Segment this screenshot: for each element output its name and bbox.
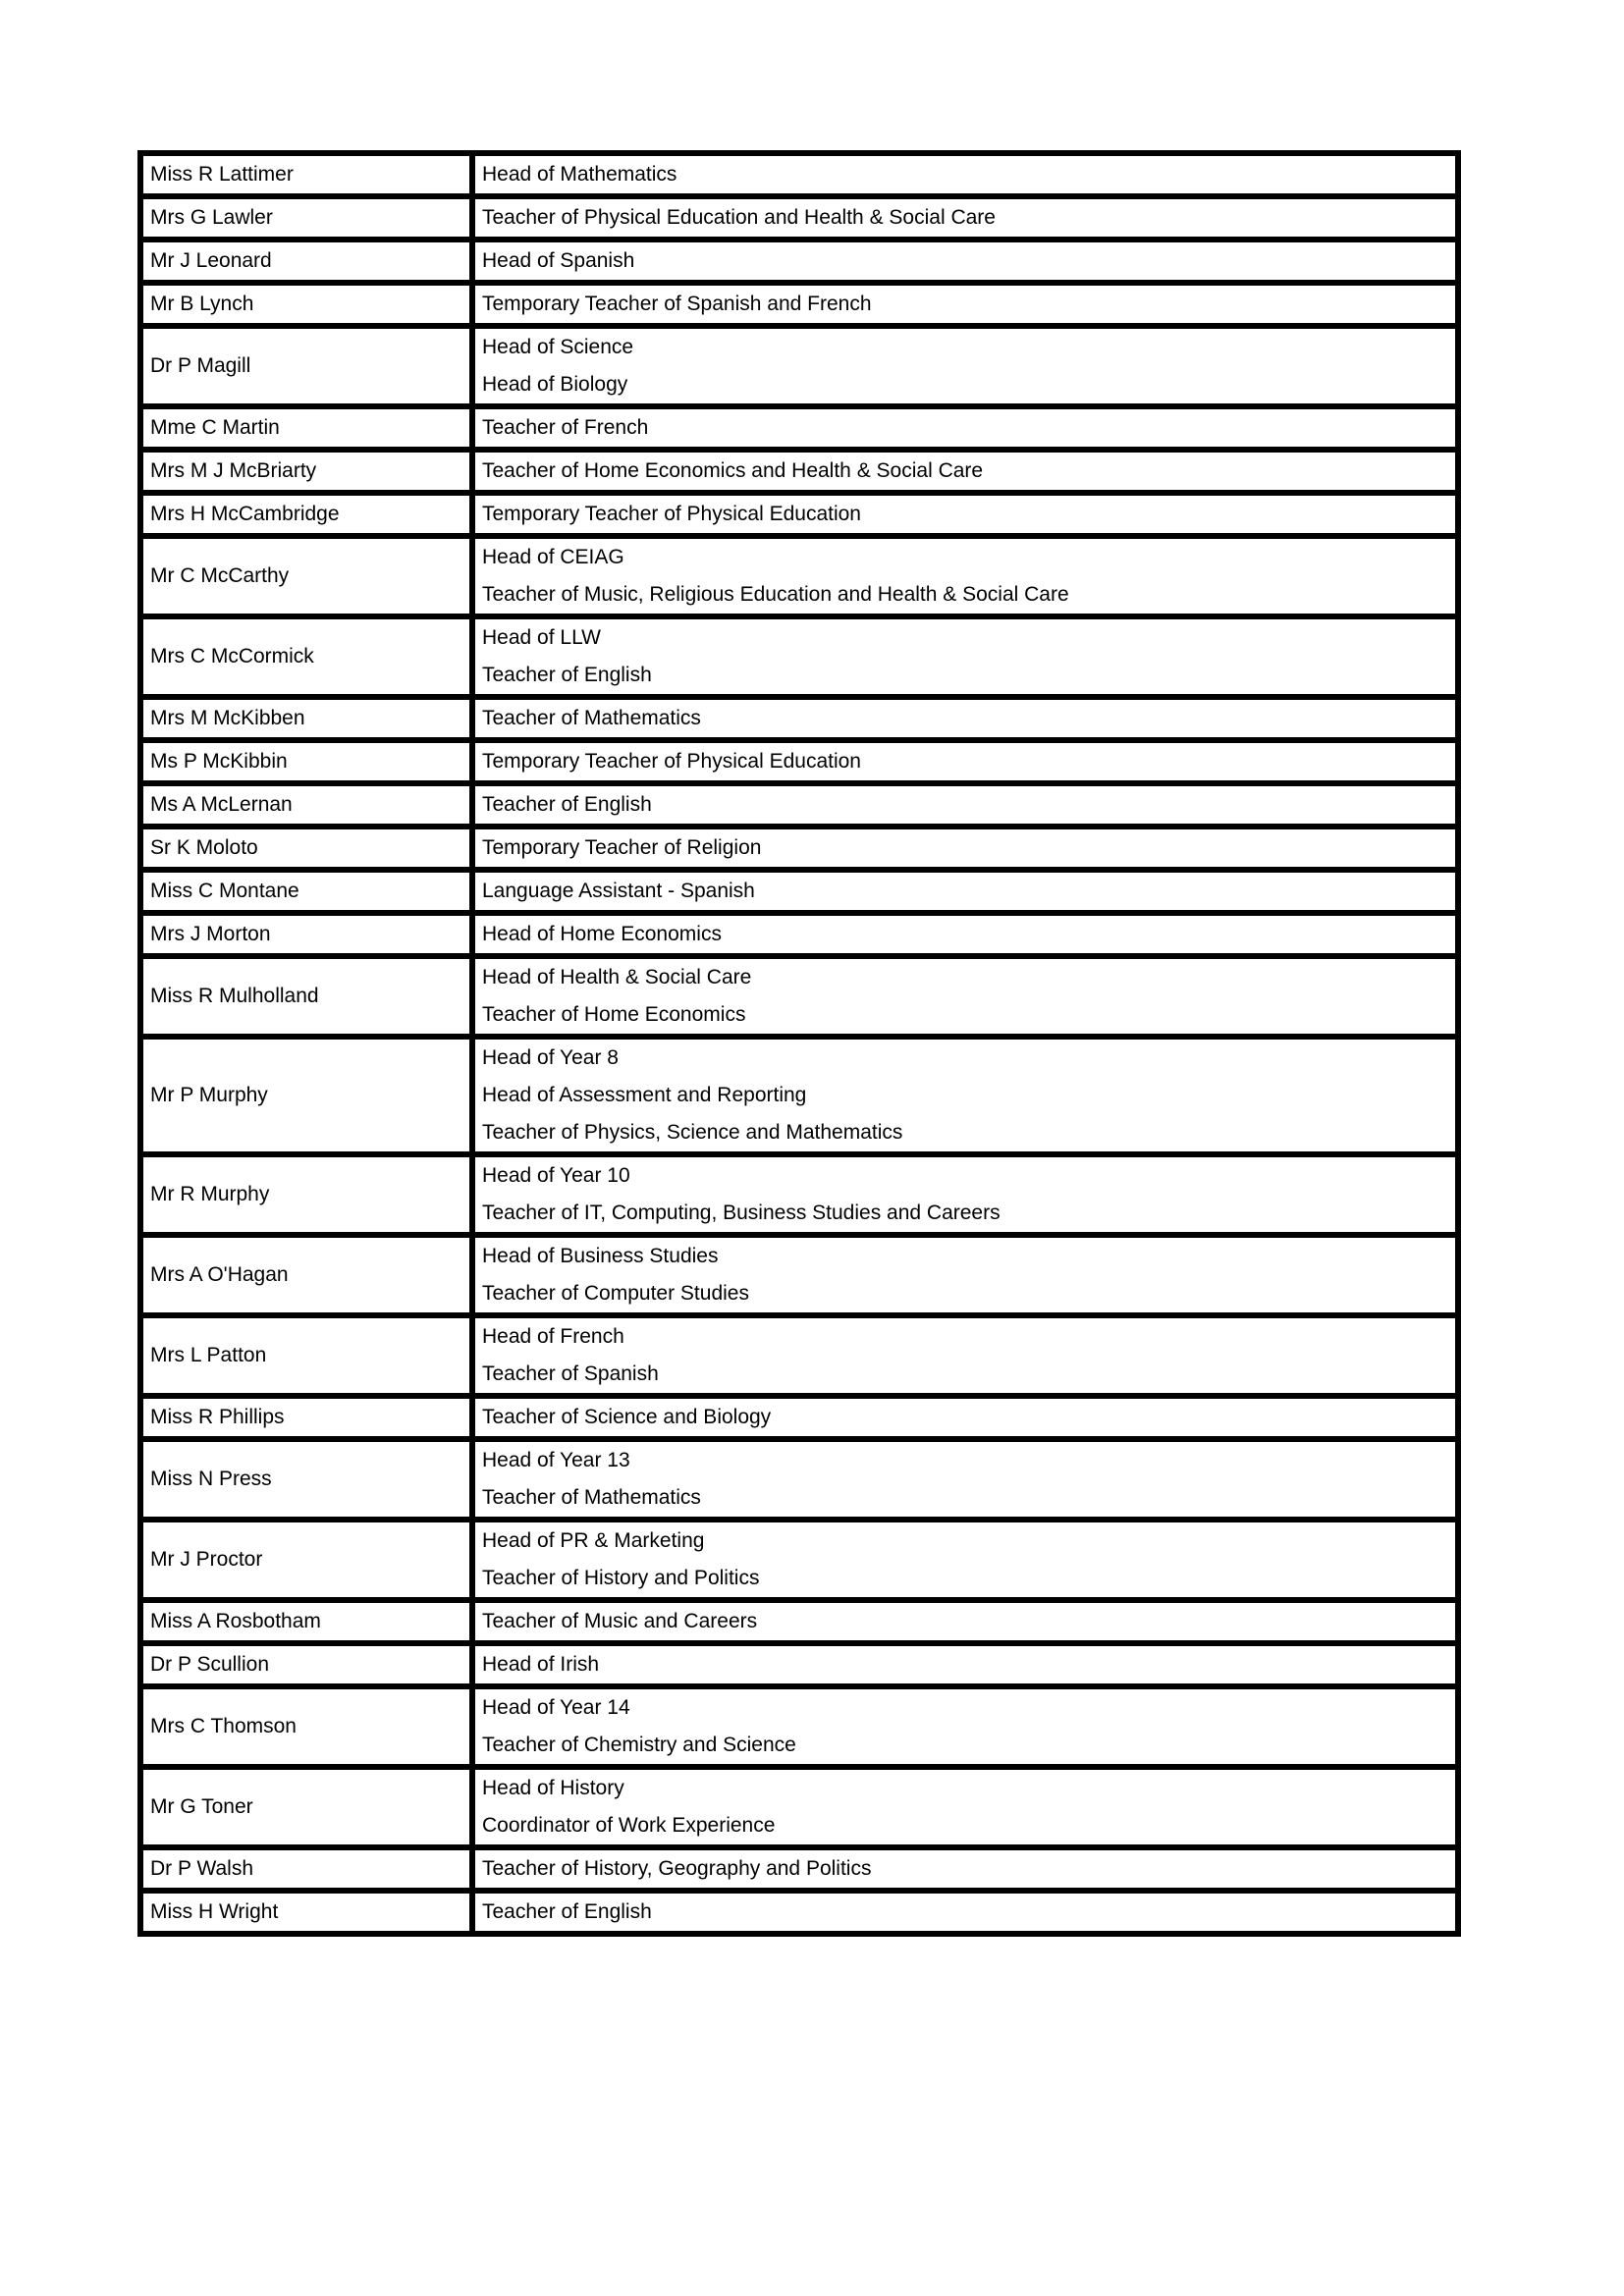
staff-name: Dr P Walsh	[150, 1857, 254, 1880]
role-line: Head of Health & Social Care	[482, 966, 752, 988]
role-line: Teacher of IT, Computing, Business Studies and Careers	[482, 1201, 1001, 1224]
role-line: Teacher of English	[482, 1900, 652, 1923]
table-row	[140, 827, 1458, 870]
staff-name-cell	[140, 1686, 472, 1767]
role-line: Temporary Teacher of Physical Education	[482, 750, 861, 773]
staff-name-cell	[140, 697, 472, 740]
staff-name-cell	[140, 196, 472, 240]
staff-name: Mrs C McCormick	[150, 645, 314, 667]
staff-name-cell	[140, 153, 472, 196]
staff-roles-cell	[472, 616, 1458, 697]
role-line: Head of Year 8	[482, 1046, 619, 1069]
table-row	[140, 913, 1458, 956]
staff-roles-cell	[472, 450, 1458, 493]
staff-name: Mrs H McCambridge	[150, 503, 340, 525]
staff-roles-cell	[472, 870, 1458, 913]
table-row	[140, 783, 1458, 827]
role-line: Teacher of History and Politics	[482, 1567, 760, 1589]
staff-name: Mr G Toner	[150, 1795, 253, 1818]
staff-name-cell	[140, 1396, 472, 1439]
staff-roles-cell	[472, 1520, 1458, 1600]
table-row	[140, 956, 1458, 1037]
staff-name-cell	[140, 1315, 472, 1396]
staff-roles-cell	[472, 493, 1458, 536]
role-line: Teacher of Music, Religious Education and Health & Social Care	[482, 583, 1069, 606]
role-line: Head of PR & Marketing	[482, 1529, 705, 1552]
staff-name-cell	[140, 450, 472, 493]
staff-name-cell	[140, 240, 472, 283]
role-line: Teacher of Spanish	[482, 1362, 659, 1385]
role-line: Head of LLW	[482, 626, 602, 649]
staff-name-cell	[140, 1154, 472, 1235]
staff-roles-cell	[472, 956, 1458, 1037]
staff-name: Mrs M J McBriarty	[150, 459, 317, 482]
role-line: Temporary Teacher of Physical Education	[482, 503, 861, 525]
role-line: Head of Year 13	[482, 1449, 630, 1471]
table-row	[140, 1154, 1458, 1235]
role-line: Head of Business Studies	[482, 1245, 719, 1267]
role-line: Head of CEIAG	[482, 546, 624, 568]
role-line: Teacher of Physics, Science and Mathematics	[482, 1121, 903, 1144]
staff-name: Mrs G Lawler	[150, 206, 273, 229]
table-row	[140, 493, 1458, 536]
staff-name: Dr P Scullion	[150, 1653, 269, 1676]
staff-name: Ms P McKibbin	[150, 750, 288, 773]
staff-roles-cell	[472, 1315, 1458, 1396]
staff-name: Mr J Proctor	[150, 1548, 263, 1571]
role-line: Coordinator of Work Experience	[482, 1814, 776, 1837]
staff-name-cell	[140, 493, 472, 536]
staff-name-cell	[140, 1235, 472, 1315]
role-line: Head of Irish	[482, 1653, 600, 1676]
staff-name-cell	[140, 956, 472, 1037]
staff-table	[137, 150, 1461, 1937]
staff-name-cell	[140, 536, 472, 616]
staff-name-cell	[140, 616, 472, 697]
table-row	[140, 153, 1458, 196]
staff-roles-cell	[472, 1891, 1458, 1934]
staff-name-cell	[140, 1600, 472, 1643]
staff-table-body	[140, 153, 1458, 1934]
staff-roles-cell	[472, 406, 1458, 450]
staff-name: Ms A McLernan	[150, 793, 293, 816]
staff-name-cell	[140, 1847, 472, 1891]
role-line: Head of Year 10	[482, 1164, 630, 1187]
staff-roles-cell	[472, 1600, 1458, 1643]
role-line: Teacher of Home Economics and Health & Social Care	[482, 459, 984, 482]
staff-roles-cell	[472, 1235, 1458, 1315]
staff-roles-cell	[472, 283, 1458, 326]
table-row	[140, 1847, 1458, 1891]
staff-roles-cell	[472, 1767, 1458, 1847]
role-line: Head of Home Economics	[482, 923, 722, 945]
table-row	[140, 450, 1458, 493]
staff-name: Miss A Rosbotham	[150, 1610, 321, 1632]
role-line: Language Assistant - Spanish	[482, 880, 755, 902]
role-line: Teacher of French	[482, 416, 649, 439]
role-line: Head of History	[482, 1777, 624, 1799]
staff-name-cell	[140, 870, 472, 913]
staff-name-cell	[140, 1439, 472, 1520]
staff-name: Miss H Wright	[150, 1900, 279, 1923]
table-row	[140, 196, 1458, 240]
staff-name: Mrs L Patton	[150, 1344, 267, 1366]
table-row	[140, 283, 1458, 326]
staff-roles-cell	[472, 1686, 1458, 1767]
role-line: Teacher of Mathematics	[482, 1486, 701, 1509]
table-row	[140, 616, 1458, 697]
staff-roles-cell	[472, 740, 1458, 783]
staff-roles-cell	[472, 913, 1458, 956]
staff-name-cell	[140, 406, 472, 450]
staff-name: Sr K Moloto	[150, 836, 258, 859]
staff-roles-cell	[472, 1154, 1458, 1235]
staff-name-cell	[140, 783, 472, 827]
staff-roles-cell	[472, 536, 1458, 616]
role-line: Teacher of English	[482, 664, 652, 686]
table-row	[140, 1520, 1458, 1600]
staff-roles-cell	[472, 326, 1458, 406]
staff-name: Mr B Lynch	[150, 293, 254, 315]
staff-roles-cell	[472, 697, 1458, 740]
role-line: Head of Spanish	[482, 249, 635, 272]
role-line: Teacher of English	[482, 793, 652, 816]
staff-roles-cell	[472, 783, 1458, 827]
role-line: Teacher of Computer Studies	[482, 1282, 749, 1305]
role-line: Head of Biology	[482, 373, 628, 396]
staff-name: Miss N Press	[150, 1468, 272, 1490]
staff-roles-cell	[472, 1037, 1458, 1154]
role-line: Head of Science	[482, 336, 634, 358]
role-line: Temporary Teacher of Religion	[482, 836, 762, 859]
table-row	[140, 740, 1458, 783]
table-row	[140, 1600, 1458, 1643]
staff-roles-cell	[472, 196, 1458, 240]
staff-name: Miss R Mulholland	[150, 985, 319, 1007]
staff-name: Mrs J Morton	[150, 923, 271, 945]
staff-roles-cell	[472, 1643, 1458, 1686]
table-row	[140, 1643, 1458, 1686]
staff-name-cell	[140, 913, 472, 956]
role-line: Temporary Teacher of Spanish and French	[482, 293, 872, 315]
role-line: Teacher of Home Economics	[482, 1003, 746, 1026]
table-row	[140, 240, 1458, 283]
staff-name-cell	[140, 740, 472, 783]
role-line: Head of Mathematics	[482, 163, 677, 186]
staff-name: Mr C McCarthy	[150, 564, 290, 587]
role-line: Head of Assessment and Reporting	[482, 1084, 807, 1106]
staff-name: Mme C Martin	[150, 416, 280, 439]
table-row	[140, 536, 1458, 616]
staff-name: Mrs A O'Hagan	[150, 1263, 289, 1286]
staff-name-cell	[140, 1520, 472, 1600]
staff-roles-cell	[472, 1439, 1458, 1520]
table-row	[140, 326, 1458, 406]
table-row	[140, 1396, 1458, 1439]
staff-name: Dr P Magill	[150, 354, 251, 377]
table-row	[140, 1767, 1458, 1847]
staff-roles-cell	[472, 240, 1458, 283]
staff-name: Mr J Leonard	[150, 249, 272, 272]
staff-name: Mr R Murphy	[150, 1183, 270, 1205]
table-row	[140, 406, 1458, 450]
staff-name-cell	[140, 1037, 472, 1154]
table-row	[140, 697, 1458, 740]
role-line: Teacher of Music and Careers	[482, 1610, 758, 1632]
table-row	[140, 1037, 1458, 1154]
staff-name: Miss R Phillips	[150, 1406, 285, 1428]
staff-roles-cell	[472, 153, 1458, 196]
staff-name-cell	[140, 827, 472, 870]
staff-name: Mrs M McKibben	[150, 707, 305, 729]
staff-name-cell	[140, 326, 472, 406]
staff-name: Miss R Lattimer	[150, 163, 294, 186]
staff-name-cell	[140, 283, 472, 326]
staff-name-cell	[140, 1891, 472, 1934]
staff-roles-cell	[472, 827, 1458, 870]
role-line: Teacher of Chemistry and Science	[482, 1734, 796, 1756]
role-line: Teacher of History, Geography and Politics	[482, 1857, 872, 1880]
staff-name: Miss C Montane	[150, 880, 299, 902]
table-row	[140, 1891, 1458, 1934]
table-row	[140, 870, 1458, 913]
staff-name-cell	[140, 1643, 472, 1686]
staff-name: Mr P Murphy	[150, 1084, 268, 1106]
staff-roles-cell	[472, 1396, 1458, 1439]
staff-name-cell	[140, 1767, 472, 1847]
role-line: Teacher of Mathematics	[482, 707, 701, 729]
staff-name: Mrs C Thomson	[150, 1715, 297, 1737]
table-row	[140, 1315, 1458, 1396]
role-line: Teacher of Science and Biology	[482, 1406, 772, 1428]
table-row	[140, 1686, 1458, 1767]
role-line: Head of Year 14	[482, 1696, 630, 1719]
role-line: Teacher of Physical Education and Health & Social Care	[482, 206, 996, 229]
role-line: Head of French	[482, 1325, 624, 1348]
table-row	[140, 1439, 1458, 1520]
staff-roles-cell	[472, 1847, 1458, 1891]
table-row	[140, 1235, 1458, 1315]
